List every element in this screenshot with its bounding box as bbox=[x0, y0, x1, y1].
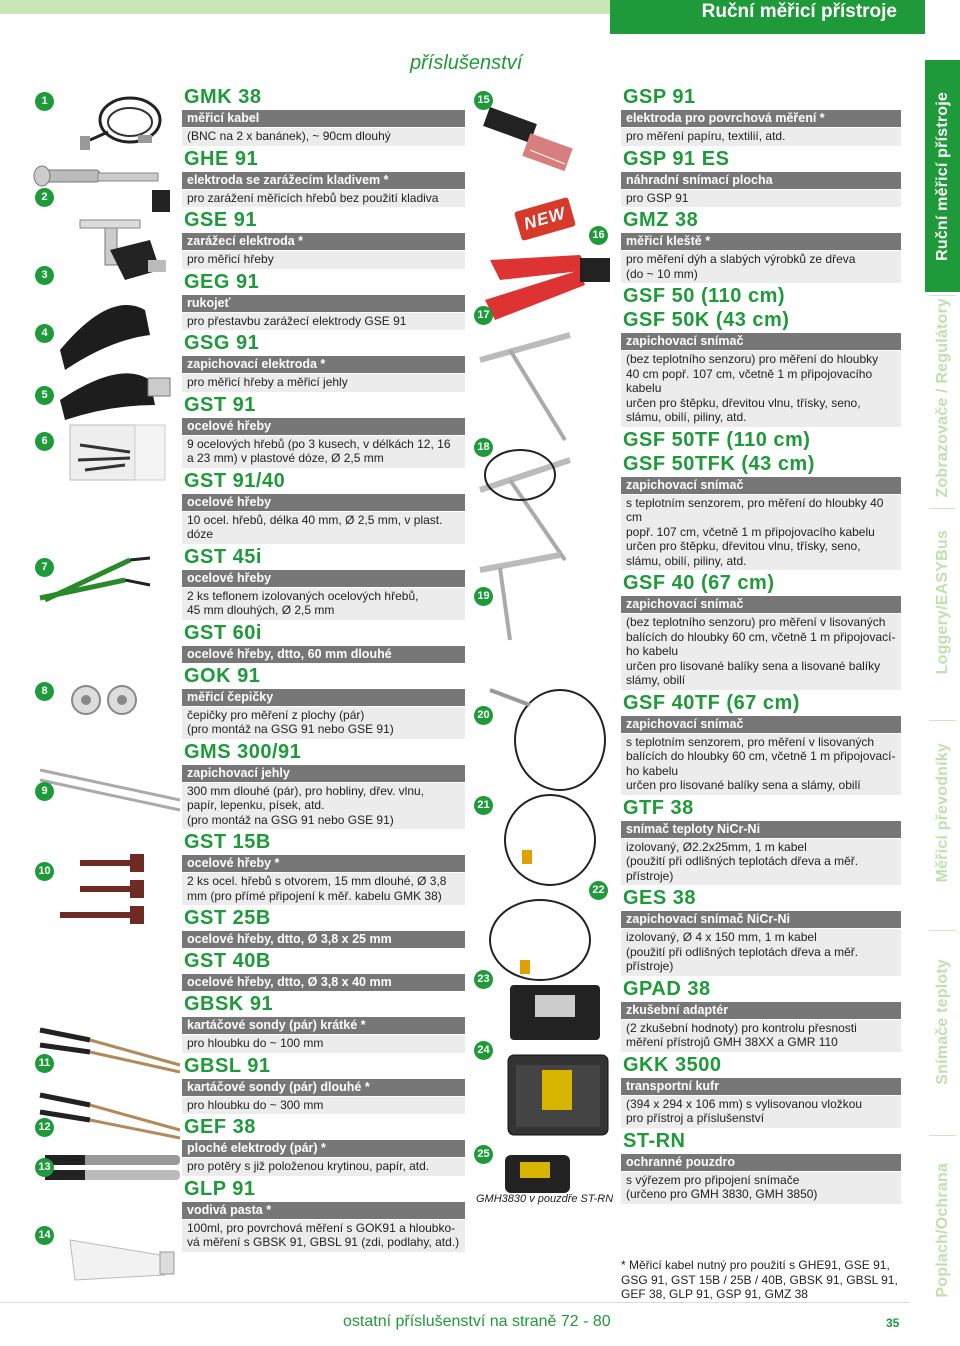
item-number-badge: 8 bbox=[35, 682, 54, 701]
hammer-electrode-illustration bbox=[34, 166, 170, 212]
description-line: ho kabelu bbox=[626, 763, 679, 778]
insertion-probe-short-illustration bbox=[480, 335, 570, 440]
description-line: slámu, obilí, piliny, atd. bbox=[626, 410, 747, 424]
product-subtitle: ocelové hřeby, dtto, Ø 3,8 x 25 mm bbox=[182, 931, 465, 948]
item-number-badge: 9 bbox=[35, 782, 54, 801]
description-line: určen pro štěpku, dřevitou vlnu, třísky, seno, bbox=[626, 539, 861, 553]
product-description bbox=[621, 1020, 901, 1052]
product-code: GTF 38 bbox=[623, 796, 694, 819]
product-subtitle: měřicí čepičky bbox=[182, 689, 465, 706]
product-description bbox=[182, 313, 465, 331]
description-line: (do ~ 10 mm) bbox=[626, 266, 698, 281]
product-item bbox=[621, 209, 901, 283]
product-code: GST 91/40 bbox=[184, 469, 286, 492]
item-number-badge: 19 bbox=[474, 587, 493, 606]
description-line: kabelu bbox=[626, 381, 662, 395]
description-line: (bez teplotního senzoru) pro měření v lisovaných bbox=[626, 615, 886, 629]
product-description bbox=[182, 512, 465, 544]
product-code: GLP 91 bbox=[184, 1177, 256, 1200]
product-code: GSE 91 bbox=[184, 209, 258, 231]
product-subtitle: rukojeť bbox=[182, 295, 465, 312]
product-item bbox=[182, 831, 465, 905]
description-line: s teplotním senzorem, pro měření v lisovaných bbox=[626, 734, 875, 749]
description-line: (pro montáž na GSG 91 nebo GSE 91) bbox=[187, 722, 394, 736]
product-code: GKK 3500 bbox=[623, 1053, 722, 1076]
cable-illustration bbox=[80, 98, 160, 150]
description-line: a 23 mm) v plastové dóze, Ø 2,5 mm bbox=[187, 451, 384, 465]
product-item bbox=[182, 86, 465, 146]
product-item bbox=[182, 1116, 465, 1176]
product-subtitle: zkušební adaptér bbox=[621, 1002, 901, 1019]
product-code: GHE 91 bbox=[184, 147, 259, 170]
nails-with-hole-illustration bbox=[60, 854, 144, 924]
right-product-column bbox=[621, 86, 901, 1206]
product-item bbox=[621, 86, 901, 146]
product-subtitle: zapichovací elektroda * bbox=[182, 356, 465, 373]
description-line: 9 ocelových hřebů (po 3 kusech, v délkách 12, 16 bbox=[187, 436, 451, 451]
product-subtitle: elektroda se zarážecím kladivem * bbox=[182, 172, 465, 189]
product-code: GSF 50TFK (43 cm) bbox=[623, 452, 815, 475]
description-line: 45 mm dlouhých, Ø 2,5 mm bbox=[187, 603, 335, 617]
description-line: pro měření papíru, textilií, atd. bbox=[626, 129, 786, 143]
description-line: pro potěry s již položenou krytinou, papír, atd. bbox=[187, 1159, 430, 1173]
product-description bbox=[621, 929, 901, 976]
description-line: s výřezem pro připojení snímače bbox=[626, 1172, 800, 1187]
product-description bbox=[182, 251, 465, 269]
product-item bbox=[182, 332, 465, 392]
product-subtitle: zapichovací jehly bbox=[182, 765, 465, 782]
description-line: balících do hloubky 60 cm, včetně 1 m připojovací- bbox=[626, 629, 896, 644]
sidebar-tab-handheld[interactable]: Ruční měřicí přístroje bbox=[925, 60, 960, 292]
product-code: GSF 50K (43 cm) bbox=[623, 309, 790, 331]
item-number-badge: 13 bbox=[35, 1158, 54, 1177]
flat-electrodes-illustration bbox=[45, 1155, 180, 1180]
product-code: GPAD 38 bbox=[623, 977, 711, 1000]
description-line: 2 ks teflonem izolovaných ocelových hřebů, bbox=[187, 588, 419, 603]
product-subtitle: elektroda pro povrchová měření * bbox=[621, 110, 901, 127]
section-sidebar bbox=[925, 30, 960, 1346]
product-subtitle: ocelové hřeby bbox=[182, 570, 465, 587]
description-line: balících do hloubky 60 cm, včetně 1 m připojovací- bbox=[626, 749, 896, 763]
product-description bbox=[621, 190, 901, 208]
product-item bbox=[621, 692, 901, 795]
product-description bbox=[621, 1172, 901, 1204]
item-number-badge: 4 bbox=[35, 324, 54, 343]
product-description bbox=[182, 783, 465, 830]
footer-link-text[interactable]: ostatní příslušenství na straně 72 - 80 bbox=[343, 1313, 611, 1330]
description-line: 2 ks ocel. hřebů s otvorem, 15 mm dlouhé, Ø 3,8 bbox=[187, 874, 447, 888]
description-line: slámy, obilí bbox=[626, 673, 686, 687]
product-description bbox=[182, 436, 465, 468]
temperature-probe-illustration bbox=[490, 690, 605, 790]
needles-illustration bbox=[40, 770, 180, 810]
teflon-nails-illustration bbox=[40, 558, 150, 600]
product-description bbox=[182, 1220, 465, 1252]
product-code: GBSK 91 bbox=[184, 993, 274, 1015]
product-subtitle: měřicí kabel bbox=[182, 110, 465, 127]
product-subtitle: ocelové hřeby * bbox=[182, 855, 465, 872]
top-band bbox=[0, 0, 610, 14]
product-code: GST 60i bbox=[184, 621, 262, 644]
description-line: čepičky pro měření z plochy (pár) bbox=[187, 707, 365, 722]
product-item bbox=[182, 741, 465, 830]
insertion-electrode-illustration bbox=[60, 373, 170, 420]
item-number-badge: 22 bbox=[589, 881, 608, 900]
product-item bbox=[182, 950, 465, 991]
product-description bbox=[621, 495, 901, 571]
description-line: 40 cm popř. 107 cm, včetně 1 m připojovacího bbox=[626, 366, 873, 381]
description-line: vá měření s GBSK 91, GBSL 91 (zdi, podlahy, atd.) bbox=[187, 1235, 460, 1249]
description-line: určen pro štěpku, dřevitou vlnu, třísky, seno, bbox=[626, 395, 861, 410]
description-line: pro hloubku do ~ 100 mm bbox=[187, 1036, 324, 1050]
item-number-badge: 20 bbox=[474, 706, 493, 725]
item-number-badge: 18 bbox=[474, 438, 493, 457]
product-code: GST 15B bbox=[184, 831, 271, 853]
product-subtitle: zapichovací snímač bbox=[621, 477, 901, 494]
insertion-sensor-illustration bbox=[505, 795, 595, 885]
product-code: ST-RN bbox=[623, 1129, 686, 1152]
sidebar-tab-transmitters[interactable]: Měřicí převodníky bbox=[933, 743, 951, 883]
item-number-badge: 21 bbox=[474, 796, 493, 815]
middle-product-illustrations bbox=[470, 80, 620, 1230]
product-code: GEG 91 bbox=[184, 270, 260, 293]
product-code: GSF 50 (110 cm) bbox=[623, 285, 786, 307]
product-subtitle: ocelové hřeby bbox=[182, 494, 465, 511]
item-number-badge: 25 bbox=[474, 1145, 493, 1164]
description-line: měření přístrojů GMH 38XX a GMR 110 bbox=[626, 1035, 838, 1049]
product-subtitle: kartáčové sondy (pár) krátké * bbox=[182, 1017, 465, 1034]
product-subtitle: vodivá pasta * bbox=[182, 1202, 465, 1219]
product-item bbox=[621, 285, 901, 427]
item-number-badge: 24 bbox=[474, 1041, 493, 1060]
product-item bbox=[182, 209, 465, 269]
description-line: slámu, obilí, piliny, atd. bbox=[626, 553, 747, 568]
product-code: GMZ 38 bbox=[623, 209, 699, 231]
description-line: izolovaný, Ø 4 x 150 mm, 1 m kabel bbox=[626, 930, 817, 944]
image-caption: GMH3830 v pouzdře ST-RN bbox=[476, 1193, 614, 1205]
product-item bbox=[182, 1055, 465, 1115]
item-number-badge: 12 bbox=[35, 1118, 54, 1137]
product-description bbox=[182, 1097, 465, 1115]
product-subtitle: kartáčové sondy (pár) dlouhé * bbox=[182, 1079, 465, 1096]
item-number-badge: 2 bbox=[35, 188, 54, 207]
item-number-badge: 16 bbox=[589, 226, 608, 245]
product-description bbox=[182, 190, 465, 208]
product-description bbox=[621, 614, 901, 690]
driving-electrode-illustration bbox=[80, 220, 166, 280]
product-description bbox=[621, 734, 901, 795]
product-code: GMK 38 bbox=[184, 86, 262, 108]
product-code: GBSL 91 bbox=[184, 1054, 271, 1077]
product-code: GST 45i bbox=[184, 545, 262, 568]
product-code: GST 25B bbox=[184, 907, 271, 929]
item-number-badge: 5 bbox=[35, 386, 54, 405]
product-code: GOK 91 bbox=[184, 664, 261, 687]
product-item bbox=[182, 993, 465, 1053]
product-description bbox=[621, 351, 901, 427]
product-item bbox=[621, 148, 901, 208]
test-adapter-illustration bbox=[510, 985, 600, 1040]
item-number-badge: 3 bbox=[35, 266, 54, 285]
product-code: GST 91 bbox=[184, 393, 256, 416]
product-item bbox=[621, 1054, 901, 1128]
description-line: (BNC na 2 x banánek), ~ 90cm dlouhý bbox=[187, 129, 391, 143]
product-code: GMS 300/91 bbox=[184, 740, 302, 763]
handle-illustration bbox=[60, 305, 150, 370]
description-line: (pro montáž na GSG 91 nebo GSE 91) bbox=[187, 812, 394, 827]
product-subtitle: ochranné pouzdro bbox=[621, 1154, 901, 1171]
description-line: 10 ocel. hřebů, délka 40 mm, Ø 2,5 mm, v plast. dóze bbox=[187, 512, 443, 541]
item-number-badge: 15 bbox=[474, 91, 493, 110]
description-line: určen pro lisované balíky sena a lisované balíky bbox=[626, 658, 881, 673]
product-subtitle: ploché elektrody (pár) * bbox=[182, 1140, 465, 1157]
new-badge: NEW bbox=[514, 197, 576, 241]
description-line: papír, lepenku, písek, atd. bbox=[187, 798, 325, 812]
item-number-badge: 23 bbox=[474, 970, 493, 989]
description-line: 300 mm dlouhé (pár), pro hobliny, dřev. vlnu, bbox=[187, 783, 425, 798]
product-item bbox=[621, 1130, 901, 1204]
product-item bbox=[182, 665, 465, 739]
product-item bbox=[182, 271, 465, 331]
nicr-sensor-illustration bbox=[490, 900, 590, 980]
description-line: určen pro lisované balíky sena a slámy, obilí bbox=[626, 778, 861, 792]
sidebar-tab-displays[interactable]: Zobrazovače / Regulátory bbox=[933, 298, 951, 498]
item-number-badge: 1 bbox=[35, 92, 54, 111]
description-line: pro přístroj a příslušenství bbox=[626, 1111, 765, 1125]
measuring-clamp-illustration bbox=[485, 255, 610, 320]
product-item bbox=[182, 470, 465, 544]
product-description bbox=[621, 128, 901, 146]
page-number: 35 bbox=[886, 1316, 900, 1330]
sidebar-tab-alarm[interactable]: Poplach/Ochrana bbox=[933, 1162, 951, 1298]
brush-probes-long-illustration bbox=[40, 1095, 180, 1138]
description-line: popř. 107 cm, včetně 1 m připojovacího kabelu bbox=[626, 524, 875, 539]
product-item bbox=[182, 148, 465, 208]
product-description bbox=[182, 1158, 465, 1176]
description-line: ho kabelu bbox=[626, 644, 679, 658]
product-description bbox=[182, 128, 465, 146]
description-line: (bez teplotního senzoru) pro měření do hloubky bbox=[626, 352, 879, 366]
product-description bbox=[621, 251, 901, 283]
description-line: 100ml, pro povrchová měření s GOK91 a hloubko- bbox=[187, 1220, 456, 1235]
item-number-badge: 7 bbox=[35, 558, 54, 577]
description-line: pro hloubku do ~ 300 mm bbox=[187, 1097, 324, 1112]
item-number-badge: 10 bbox=[35, 862, 54, 881]
product-code: GEF 38 bbox=[184, 1116, 256, 1138]
sidebar-tab-temperature-sensors[interactable]: Snímače teploty bbox=[933, 959, 951, 1085]
product-item bbox=[621, 887, 901, 976]
description-line: pro přestavbu zarážecí elektrody GSE 91 bbox=[187, 313, 407, 328]
nails-box-illustration bbox=[70, 425, 165, 480]
product-code: GSF 40TF (67 cm) bbox=[623, 691, 800, 714]
product-code: GSF 40 (67 cm) bbox=[623, 572, 775, 594]
product-item bbox=[182, 1178, 465, 1252]
left-product-column bbox=[182, 86, 465, 1254]
description-line: (394 x 294 x 106 mm) s vylisovanou vložkou bbox=[626, 1096, 863, 1111]
product-subtitle: ocelové hřeby, dtto, 60 mm dlouhé bbox=[182, 646, 465, 663]
item-number-badge: 6 bbox=[35, 432, 54, 451]
product-subtitle: ocelové hřeby, dtto, Ø 3,8 x 40 mm bbox=[182, 974, 465, 991]
description-line: s teplotním senzorem, pro měření do hloubky 40 cm bbox=[626, 495, 884, 524]
description-line: pro zarážení měřicích hřebů bez použití kladiva bbox=[187, 190, 439, 205]
transport-case-illustration bbox=[508, 1055, 608, 1135]
description-line: pro měřicí hřeby bbox=[187, 252, 274, 266]
product-code: GSP 91 bbox=[623, 86, 696, 108]
description-line: (použití při odlišných teplotách dřeva a měř. přístroje) bbox=[626, 944, 859, 973]
product-subtitle: zapichovací snímač bbox=[621, 716, 901, 733]
description-line: (použití při odlišných teplotách dřeva a měř. přístroje) bbox=[626, 854, 859, 883]
product-description bbox=[182, 873, 465, 905]
product-item bbox=[182, 622, 465, 663]
product-item bbox=[182, 394, 465, 468]
page-header-title: Ruční měřicí přístroje bbox=[610, 0, 925, 34]
insertion-probe-cable-illustration bbox=[480, 450, 570, 560]
product-item bbox=[621, 797, 901, 886]
product-code: GSP 91 ES bbox=[623, 147, 730, 170]
product-subtitle: transportní kufr bbox=[621, 1078, 901, 1095]
product-description bbox=[182, 1035, 465, 1053]
product-item bbox=[182, 546, 465, 620]
product-subtitle: snímač teploty NiCr-Ni bbox=[621, 821, 901, 838]
description-line: izolovaný, Ø2.2x25mm, 1 m kabel bbox=[626, 839, 807, 854]
product-subtitle: zapichovací snímač bbox=[621, 333, 901, 350]
item-number-badge: 11 bbox=[35, 1054, 54, 1073]
description-line: pro měřicí hřeby a měřicí jehly bbox=[187, 375, 348, 389]
sidebar-tab-loggers[interactable]: Loggery/EASYBus bbox=[933, 529, 951, 675]
surface-electrode-illustration bbox=[483, 107, 573, 171]
product-description bbox=[182, 588, 465, 620]
description-line: pro měření dýh a slabých výrobků ze dřeva bbox=[626, 252, 856, 266]
footnote: * Měřicí kabel nutný pro použití s GHE91, GSE 91, GSG 91, GST 15B / 25B / 40B, GBSK 91, GBSL 91, GEF 38, GLP 91, GSP 91, GMZ 38 bbox=[621, 1258, 898, 1301]
product-code: GSF 50TF (110 cm) bbox=[623, 428, 811, 451]
product-description bbox=[621, 1096, 901, 1128]
product-item bbox=[621, 572, 901, 690]
product-subtitle: zapichovací snímač NiCr-Ni bbox=[621, 911, 901, 928]
product-item bbox=[621, 429, 901, 571]
product-subtitle: náhradní snímací plocha bbox=[621, 172, 901, 189]
product-code: GST 40B bbox=[184, 950, 271, 972]
product-subtitle: zarážecí elektroda * bbox=[182, 233, 465, 250]
product-subtitle: zapichovací snímač bbox=[621, 596, 901, 613]
description-line: pro GSP 91 bbox=[626, 190, 689, 205]
description-line: mm (pro přímé připojení k měř. kabelu GMK 38) bbox=[187, 888, 442, 903]
device-in-pouch-illustration bbox=[505, 1155, 570, 1193]
item-number-badge: 17 bbox=[474, 306, 493, 325]
item-number-badge: 14 bbox=[35, 1226, 54, 1245]
product-subtitle: ocelové hřeby bbox=[182, 418, 465, 435]
product-description bbox=[621, 839, 901, 886]
product-description bbox=[182, 707, 465, 739]
paste-tube-illustration bbox=[70, 1240, 174, 1280]
product-code: GSG 91 bbox=[184, 332, 260, 354]
product-code: GES 38 bbox=[623, 887, 697, 909]
footer-divider bbox=[0, 1302, 910, 1303]
product-item bbox=[182, 907, 465, 948]
product-subtitle: měřicí kleště * bbox=[621, 233, 901, 250]
product-description bbox=[182, 374, 465, 392]
description-line: (určeno pro GMH 3830, GMH 3850) bbox=[626, 1187, 818, 1201]
product-item bbox=[621, 978, 901, 1052]
description-line: (2 zkušební hodnoty) pro kontrolu přesnosti bbox=[626, 1020, 857, 1035]
measuring-caps-illustration bbox=[72, 686, 136, 714]
brush-probes-short-illustration bbox=[40, 1030, 180, 1072]
